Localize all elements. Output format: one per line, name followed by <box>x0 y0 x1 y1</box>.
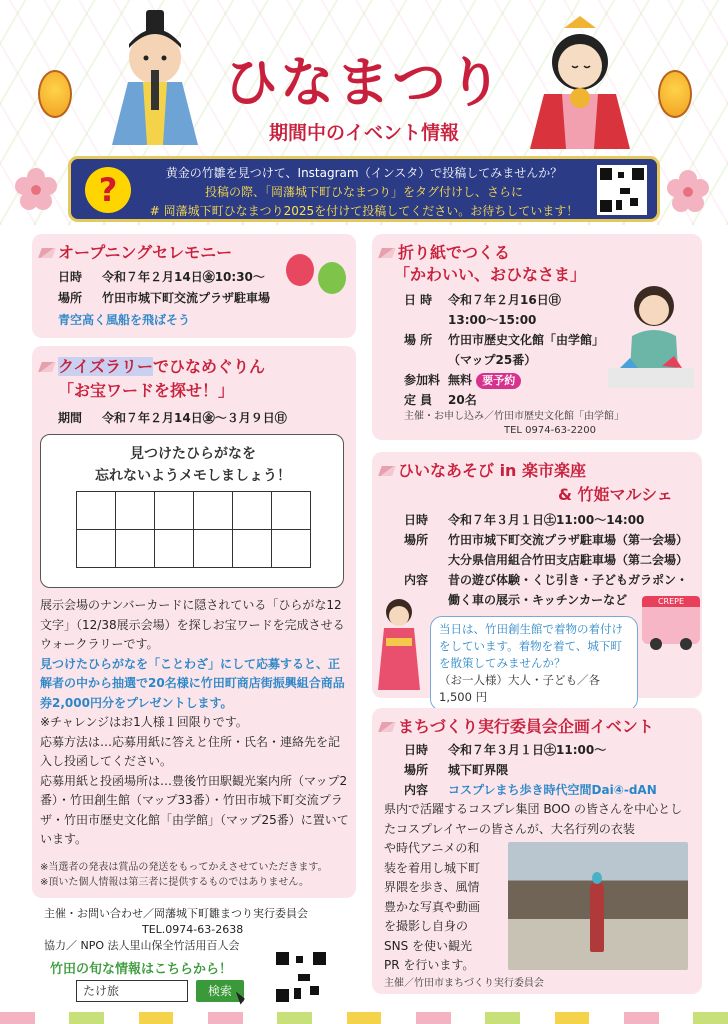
cosplay-street-photo <box>508 842 688 970</box>
balloon-green-icon <box>318 262 346 294</box>
machi-content: コスプレまち歩き時代空間Dai④-dAN <box>448 783 657 797</box>
instagram-banner <box>68 156 660 222</box>
origami-tel: TEL 0974-63-2200 <box>504 425 597 436</box>
hiina-place-2: 大分県信用組合竹田支店駐車場（第二会場） <box>448 553 689 567</box>
bottom-color-strip <box>0 1012 728 1024</box>
crepe-truck-icon <box>642 596 700 644</box>
machi-title: まちづくり実行委員会企画イベント <box>398 717 654 736</box>
diamond-bullet-icon <box>38 362 56 372</box>
machi-side-line: や時代アニメの和 <box>384 841 480 855</box>
quiz-title: でひなめぐりん <box>153 357 266 376</box>
origami-capacity-label: 定 員 <box>404 393 433 407</box>
quiz-note-2: ※頂いた個人情報は第三者に提供するものではありません。 <box>40 877 309 888</box>
opening-note: 青空高く風船を飛ばそう <box>58 313 191 327</box>
origami-woman-illustration <box>608 280 694 390</box>
footer-qr-code[interactable] <box>276 952 326 1002</box>
footer-organizer: 主催・お問い合わせ／岡藩城下町雛まつり実行委員会 <box>44 907 308 920</box>
origami-date-label: 日 時 <box>404 293 433 307</box>
machizukuri-card <box>372 708 702 994</box>
machi-organizer: 主催／竹田市まちづくり実行委員会 <box>384 978 544 989</box>
quiz-rally-card <box>32 346 356 898</box>
quiz-paragraph-2: 見つけたひらがなを「ことわざ」にして応募すると、正解者の中から抽選で20名様に竹田町商店街振興組合商品券2,000円分をプレゼントします。 <box>40 656 345 710</box>
memo-box <box>40 434 344 588</box>
machi-side-line: SNS を使い観光 <box>384 938 473 953</box>
origami-capacity: 20名 <box>448 393 477 407</box>
speech-line-2: をしています。着物を着て、城下町 <box>439 639 622 653</box>
search-input[interactable]: たけ旅 <box>76 980 188 1002</box>
origami-fee-label: 参加料 <box>404 373 441 387</box>
hiina-place-label: 場所 <box>404 533 429 547</box>
hiina-place-1: 竹田市城下町交流プラザ駐車場（第一会場） <box>448 533 689 547</box>
search-button[interactable]: 検索 <box>196 980 244 1002</box>
origami-title-1: 折り紙でつくる <box>398 243 511 262</box>
cursor-icon <box>236 989 246 1004</box>
hiina-content-1: 昔の遊び体験・くじ引き・子どもガラポン・ <box>448 573 689 587</box>
machi-side-line: PR を行います。 <box>384 958 475 972</box>
origami-date: 令和７年２月16日㊐ <box>448 293 561 307</box>
hiina-date: 令和７年３月１日㊏11:00～14:00 <box>448 513 645 527</box>
page-title: ひなまつり <box>224 50 504 114</box>
machi-date-label: 日時 <box>404 743 429 757</box>
crepe-sign: CREPE <box>642 596 700 607</box>
memo-line-1: 見つけたひらがなを <box>130 446 256 462</box>
origami-fee: 無料 <box>448 373 473 387</box>
banner-line-2: 投稿の際、「岡藩城下町ひなまつり」をタグ付けし、さらに <box>204 185 523 199</box>
speech-line-4: （お一人様）大人・子ども／各 1,500 円 <box>439 673 600 704</box>
opening-title: オープニングセレモニー <box>58 243 233 262</box>
quiz-paragraph-4: 応募方法は…応募用紙に答えと住所・氏名・連絡先を記入し投函してください。 <box>40 734 341 768</box>
quiz-paragraph-1: 展示会場のナンバーカードに隠されている「ひらがな12文字」（12/38展示会場）を探しお宝ワードを完成させるウォークラリーです。 <box>40 598 345 651</box>
machi-date: 令和７年３月１日㊏11:00～ <box>448 743 607 757</box>
diamond-bullet-icon <box>38 248 56 258</box>
opening-date-label: 日時 <box>58 270 83 284</box>
origami-place: 竹田市歴史文化館「由学館」 <box>448 333 605 347</box>
quiz-paragraph-5: 応募用紙と投函場所は…豊後竹田駅観光案内所（マップ2番）・竹田創生館（マップ33番）・竹田市城下町交流プラザ・竹田市歴史文化館「由学館」（マップ25番）に置いています。 <box>40 773 349 846</box>
origami-place-label: 場 所 <box>404 333 433 347</box>
footer-info-text: 竹田の旬な情報はこちらから！ <box>50 962 233 977</box>
footer-tel: TEL.0974-63-2638 <box>142 923 244 936</box>
origami-card <box>372 234 702 440</box>
machi-side-line: 豊かな写真や動画 <box>384 899 481 914</box>
footer-cooperation: 協力／ NPO 法人里山保全竹活用百人会 <box>44 939 240 952</box>
origami-title-2: 「かわいい、おひなさま」 <box>394 265 587 284</box>
quiz-period: 令和７年２月14日㊎～３月９日㊐ <box>102 411 287 425</box>
opening-place: 竹田市城下町交流プラザ駐車場 <box>102 291 271 305</box>
answer-grid[interactable] <box>76 491 311 568</box>
page-subtitle: 期間中のイベント情報 <box>268 122 459 144</box>
kimono-girl-illustration <box>374 596 424 692</box>
plum-blossom-left-icon <box>14 168 58 212</box>
kimono-speech-bubble <box>430 616 638 711</box>
opening-date: 令和７年２月14日㊎10:30～ <box>102 270 265 284</box>
origami-time: 13:00～15:00 <box>448 313 537 327</box>
quiz-title-2: 「お宝ワードを探せ！」 <box>58 381 235 400</box>
hiina-asobi-card <box>372 452 702 704</box>
origami-organizer: 主催・お申し込み／竹田市歴史文化館「由学館」 <box>404 411 624 422</box>
question-mark-icon: ? <box>85 167 131 213</box>
diamond-bullet-icon <box>378 722 396 732</box>
origami-place-2: （マップ25番） <box>448 353 537 367</box>
diamond-bullet-icon <box>378 466 396 476</box>
speech-line-3: を散策してみませんか？ <box>439 656 566 670</box>
hiina-date-label: 日時 <box>404 513 429 527</box>
machi-paragraph-top: 県内で活躍するコスプレ集団 BOO の皆さんを中心としたコスプレイヤーの皆さんが、大名行列の衣装 <box>384 802 683 836</box>
quiz-note-1: ※当選者の発表は賞品の発送をもってかえさせていただきます。 <box>40 862 328 873</box>
banner-line-1: 黄金の竹雛を見つけて、Instagram（インスタ）で投稿してみませんか？ <box>165 166 563 180</box>
quiz-period-label: 期間 <box>58 411 83 425</box>
machi-side-line: 界隈を歩き、風情 <box>384 880 480 894</box>
speech-line-1: 当日は、竹田創生館で着物の着付け <box>439 622 623 636</box>
hiina-content-label: 内容 <box>404 573 429 587</box>
machi-place: 城下町界隈 <box>448 763 509 777</box>
instagram-qr-code[interactable] <box>597 165 647 215</box>
opening-place-label: 場所 <box>58 291 83 305</box>
quiz-paragraph-3: ※チャレンジはお1人様１回限りです。 <box>40 715 248 729</box>
machi-side-line: 装を着用し城下町 <box>384 860 481 875</box>
memo-line-2: 忘れないようメモしましょう！ <box>95 468 291 484</box>
hiina-title-1: ひいなあそび in 楽市楽座 <box>398 461 587 480</box>
plum-blossom-right-icon <box>666 170 710 214</box>
machi-content-label: 内容 <box>404 783 429 797</box>
diamond-bullet-icon <box>378 248 396 258</box>
opening-ceremony-card <box>32 234 356 338</box>
machi-side-line: を撮影し自身の <box>384 919 469 933</box>
quiz-title-highlight: クイズラリー <box>58 357 154 376</box>
balloon-red-icon <box>286 254 314 286</box>
reservation-badge: 要予約 <box>476 373 521 389</box>
banner-line-3: # 岡藩城下町ひなまつり2025を付けて投稿してください。お待ちしています！ <box>149 204 579 218</box>
hiina-content-2: 働く車の展示・キッチンカーなど <box>448 593 628 607</box>
machi-place-label: 場所 <box>404 763 429 777</box>
hiina-title-2: & 竹姫マルシェ <box>558 485 673 504</box>
